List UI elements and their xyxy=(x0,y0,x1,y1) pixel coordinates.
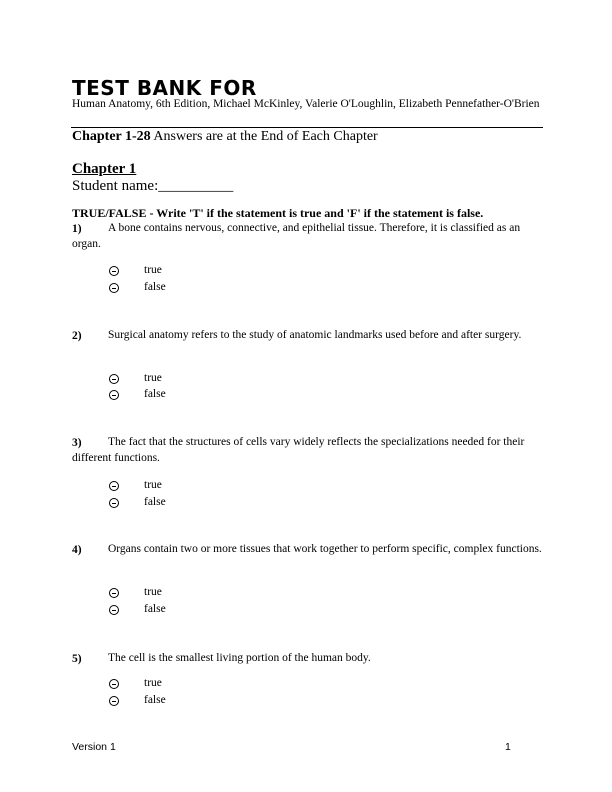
option-false-label: false xyxy=(144,388,166,400)
question-number: 2) xyxy=(72,330,82,342)
option-false-label: false xyxy=(144,496,166,508)
header-divider xyxy=(71,127,543,128)
question-text: The cell is the smallest living portion of the human body. xyxy=(108,652,371,664)
radio-true[interactable] xyxy=(109,266,119,276)
chapter-heading: Chapter 1 xyxy=(72,161,137,177)
question-number: 1) xyxy=(72,223,82,235)
radio-true[interactable] xyxy=(109,481,119,491)
radio-false[interactable] xyxy=(109,283,119,293)
option-true-label: true xyxy=(144,264,162,276)
version-label: Version 1 xyxy=(72,741,116,753)
book-subtitle: Human Anatomy, 6th Edition, Michael McKinley, Valerie O'Loughlin, Elizabeth Pennefather-O'Brien xyxy=(72,98,540,110)
radio-true[interactable] xyxy=(109,679,119,689)
page-number: 1 xyxy=(505,741,511,753)
option-true-label: true xyxy=(144,677,162,689)
radio-true[interactable] xyxy=(109,374,119,384)
option-true-label: true xyxy=(144,479,162,491)
radio-false[interactable] xyxy=(109,696,119,706)
answers-note-text: Answers are at the End of Each Chapter xyxy=(150,129,378,144)
section-instructions: TRUE/FALSE - Write 'T' if the statement is true and 'F' if the statement is false. xyxy=(72,206,484,220)
option-false-label: false xyxy=(144,281,166,293)
question-text: Surgical anatomy refers to the study of anatomic landmarks used before and after surgery. xyxy=(108,329,522,341)
document-title: TEST BANK FOR xyxy=(72,76,257,100)
question-number: 5) xyxy=(72,653,82,665)
question-number: 4) xyxy=(72,544,82,556)
answers-note xyxy=(72,129,378,145)
option-true-label: true xyxy=(144,586,162,598)
option-false-label: false xyxy=(144,694,166,706)
question-text: Organs contain two or more tissues that work together to perform specific, complex functions. xyxy=(108,543,542,555)
chapters-range: Chapter 1-28 xyxy=(72,129,151,144)
radio-false[interactable] xyxy=(109,605,119,615)
radio-true[interactable] xyxy=(109,588,119,598)
radio-false[interactable] xyxy=(109,390,119,400)
student-name-field: Student name:__________ xyxy=(72,178,234,194)
option-true-label: true xyxy=(144,372,162,384)
question-number: 3) xyxy=(72,437,82,449)
radio-false[interactable] xyxy=(109,498,119,508)
question-text: The fact that the structures of cells vary widely reflects the specializations needed for their different functions. xyxy=(72,436,525,464)
question-text: A bone contains nervous, connective, and epithelial tissue. Therefore, it is classified as an organ. xyxy=(72,222,521,250)
option-false-label: false xyxy=(144,603,166,615)
